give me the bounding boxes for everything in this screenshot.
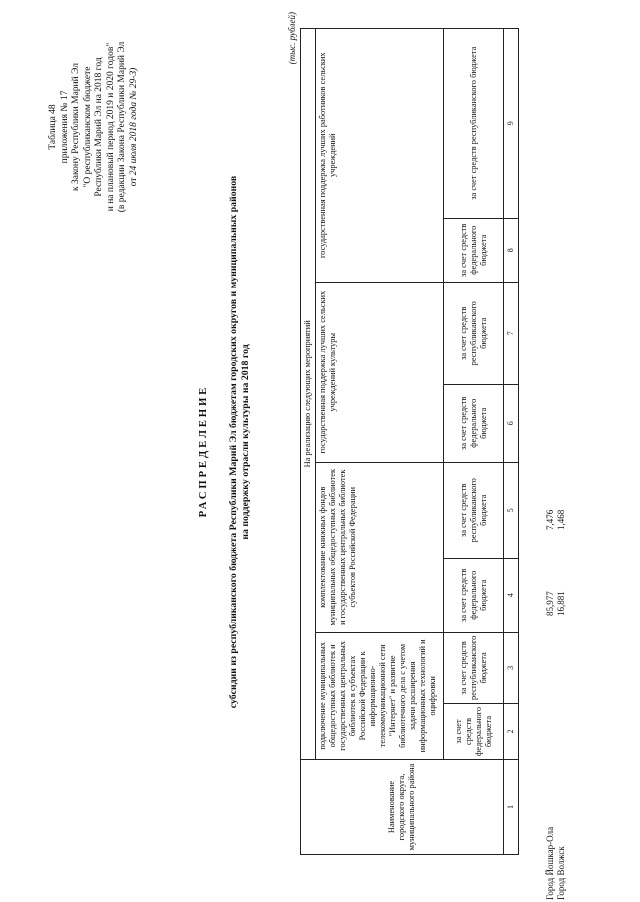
subtitle-line-1: субсидии из республиканского бюджета Республики Марий Эл бюджетам городских округов и муниципальных районов [228,175,239,709]
cell-federal-4: 16,881 [556,591,566,616]
header-republic-5: за счет средств республиканского бюджета [444,462,504,558]
cell-republic-5: 7,476 [545,509,555,530]
distribution-table [300,28,519,855]
cell-republic-5: 1,468 [556,509,566,530]
header-federal-2: за счет средств федерального бюджета [444,703,504,759]
header-federal-4: за счет средств федерального бюджета [444,558,504,632]
column-number: 1 [504,760,519,855]
law-reference: к Закону Республики Марий Эл [71,63,81,191]
header-measure-best-institutions: государственная поддержка лучших сельских учреждений культуры [316,282,444,462]
header-republic-3: за счет средств республиканского бюджета [444,632,504,703]
edition-date: от 24 июля 2018 года № 29-З) [128,67,139,187]
column-number: 7 [504,282,519,384]
column-number: 9 [504,28,519,218]
header-municipality: Наименование городского округа, муниципального района [301,760,504,855]
header-federal-6: за счет средств федерального бюджета [444,384,504,462]
units-label: (тыс. рублей) [287,12,297,65]
subtitle-line-2: на поддержку отрасли культуры на 2018 год [240,344,251,540]
header-measure-internet: подключение муниципальных общедоступных библиотек и государственных центральных библиотек в субъектах Российской Федерации к информационно-телекоммуникационной сети "Интернет" и развитие библиотечного дела с учетом задачи расширения информационных технологий и оцифровки [316,632,444,759]
document-title: РАСПРЕДЕЛЕНИЕ [198,384,209,518]
edition-note: (в редакции Закона Республики Марий Эл [117,41,127,213]
header-measures-group: На реализацию следующих мероприятий [301,28,316,759]
column-number: 3 [504,632,519,703]
header-republic-9: за счет средств республиканского бюджета [444,28,504,218]
header-republic-7: за счет средств республиканского бюджета [444,282,504,384]
column-number: 6 [504,384,519,462]
cell-federal-4: 85,977 [545,591,555,616]
column-number: 5 [504,462,519,558]
column-number: 4 [504,558,519,632]
column-number: 8 [504,218,519,282]
law-year: Республики Марий Эл на 2018 год [94,57,104,197]
column-number: 2 [504,703,519,759]
header-federal-8: за счет средств федерального бюджета [444,218,504,282]
table-number: Таблица 48 [48,104,58,150]
document-subtitle [228,162,252,722]
document-header [48,2,140,252]
law-title: "О республиканском бюджете [82,66,93,188]
municipality-name: Город Волжск [556,846,566,900]
header-measure-book-funds: комплектование книжных фондов муниципальных общедоступных библиотек и государственных центральных библиотек субъектов Российской Федерации [316,462,444,632]
law-period: и на плановый период 2019 и 2020 годов" [105,42,116,212]
header-measure-best-workers: государственная поддержка лучших работников сельских учреждений [316,28,444,282]
annex-number: приложения № 17 [59,90,70,164]
municipality-name: Город Йошкар-Ола [545,826,555,900]
column-number-row [504,28,519,854]
